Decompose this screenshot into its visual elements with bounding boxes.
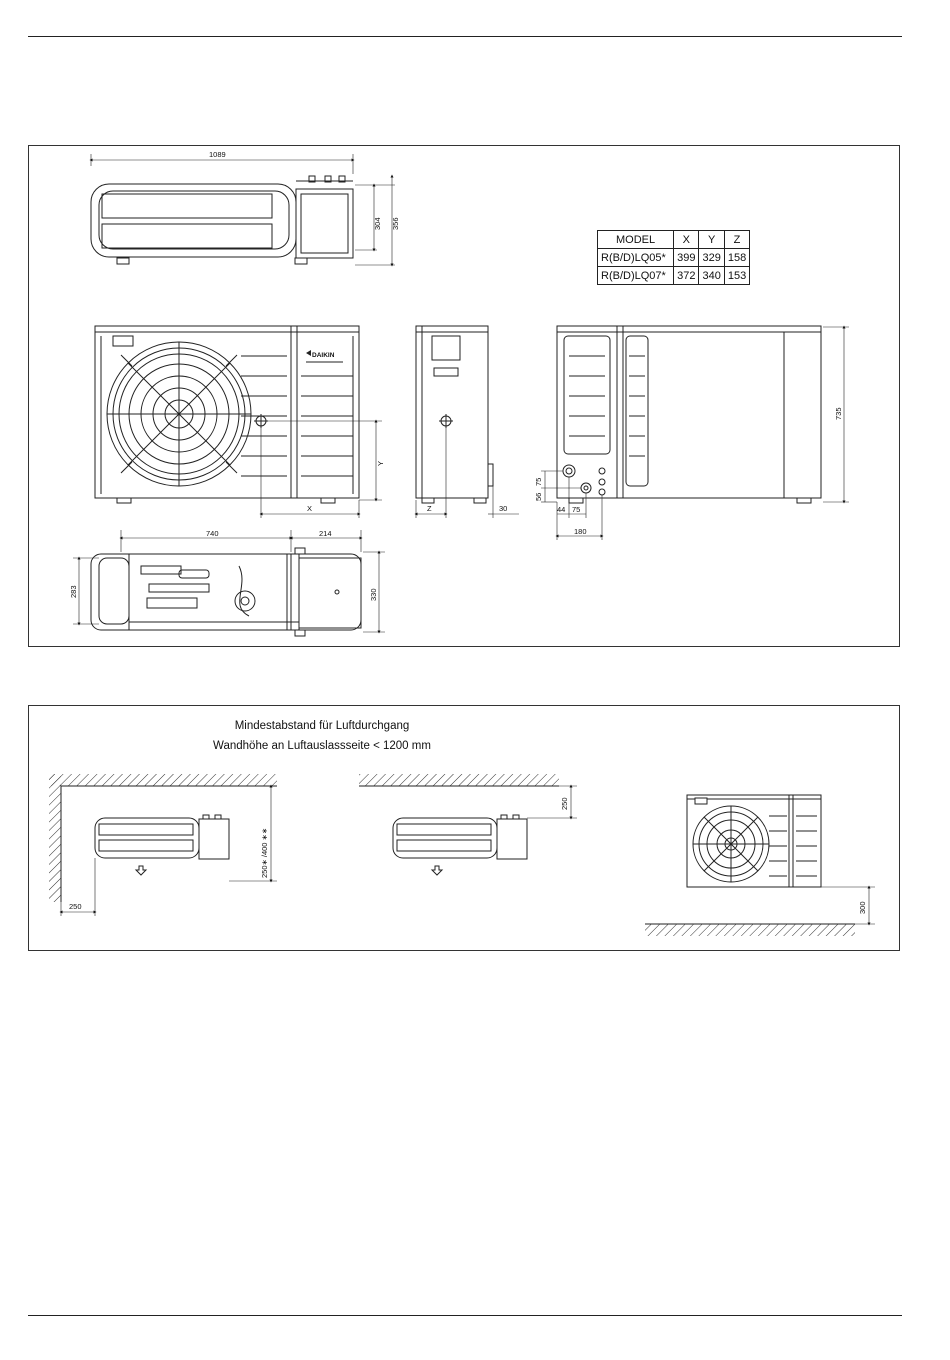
footer-rule	[28, 1315, 902, 1316]
clearance-title-line2: Wandhöhe an Luftauslassseite < 1200 mm	[213, 740, 431, 752]
logo-text: DAIKIN	[312, 352, 335, 359]
table-header-cell: X	[674, 231, 699, 249]
dim-corner-250: 250	[69, 902, 82, 911]
dimension-drawings	[29, 146, 899, 646]
floor-clearance-drawing	[645, 795, 875, 936]
table-cell: 399	[674, 249, 699, 267]
clearance-panel	[28, 705, 900, 951]
dim-75-horizontal: 75	[572, 505, 581, 514]
table-cell: R(B/D)LQ05*	[598, 249, 674, 267]
table-cell: R(B/D)LQ07*	[598, 267, 674, 285]
corner-clearance-drawing	[49, 774, 277, 916]
table-header-cell: Z	[724, 231, 749, 249]
clearance-title-line1: Mindestabstand für Luftdurchgang	[234, 720, 410, 732]
dim-356: 356	[391, 217, 400, 230]
table-cell: 372	[674, 267, 699, 285]
front-view	[95, 326, 382, 518]
table-row	[598, 267, 750, 285]
table-header-cell: MODEL	[598, 231, 674, 249]
dim-75-vertical: 75	[534, 477, 543, 486]
top-view	[91, 154, 395, 265]
dim-180: 180	[574, 527, 587, 536]
table-header-row	[598, 231, 750, 249]
dimension-drawing-panel	[28, 145, 900, 647]
side-view	[416, 326, 519, 518]
dim-x: X	[307, 504, 313, 513]
dim-z: Z	[427, 504, 432, 513]
table-cell: 329	[699, 249, 724, 267]
back-view	[541, 326, 849, 540]
dim-wall-250: 250	[560, 797, 569, 810]
header-rule	[28, 36, 902, 37]
dim-56: 56	[534, 492, 543, 501]
table-cell: 153	[724, 267, 749, 285]
dim-y: Y	[376, 460, 385, 466]
table-header-cell: Y	[699, 231, 724, 249]
table-cell: 340	[699, 267, 724, 285]
dim-44: 44	[557, 505, 566, 514]
dim-740: 740	[206, 529, 219, 538]
dim-304: 304	[373, 217, 382, 230]
daikin-logo	[306, 350, 343, 362]
dim-floor-300: 300	[858, 901, 867, 914]
wall-clearance-drawing	[359, 774, 577, 875]
dim-330: 330	[369, 588, 378, 601]
dim-30: 30	[499, 504, 508, 513]
model-dimension-table	[597, 230, 750, 285]
dim-214: 214	[319, 529, 332, 538]
dim-735: 735	[834, 407, 843, 420]
dim-283: 283	[69, 585, 78, 598]
clearance-drawings	[29, 706, 899, 950]
dim-corner-back: 250∗ /400 ∗∗	[260, 827, 269, 878]
table-cell: 158	[724, 249, 749, 267]
bottom-view	[73, 530, 385, 636]
dim-1089: 1089	[209, 150, 226, 159]
table-row	[598, 249, 750, 267]
